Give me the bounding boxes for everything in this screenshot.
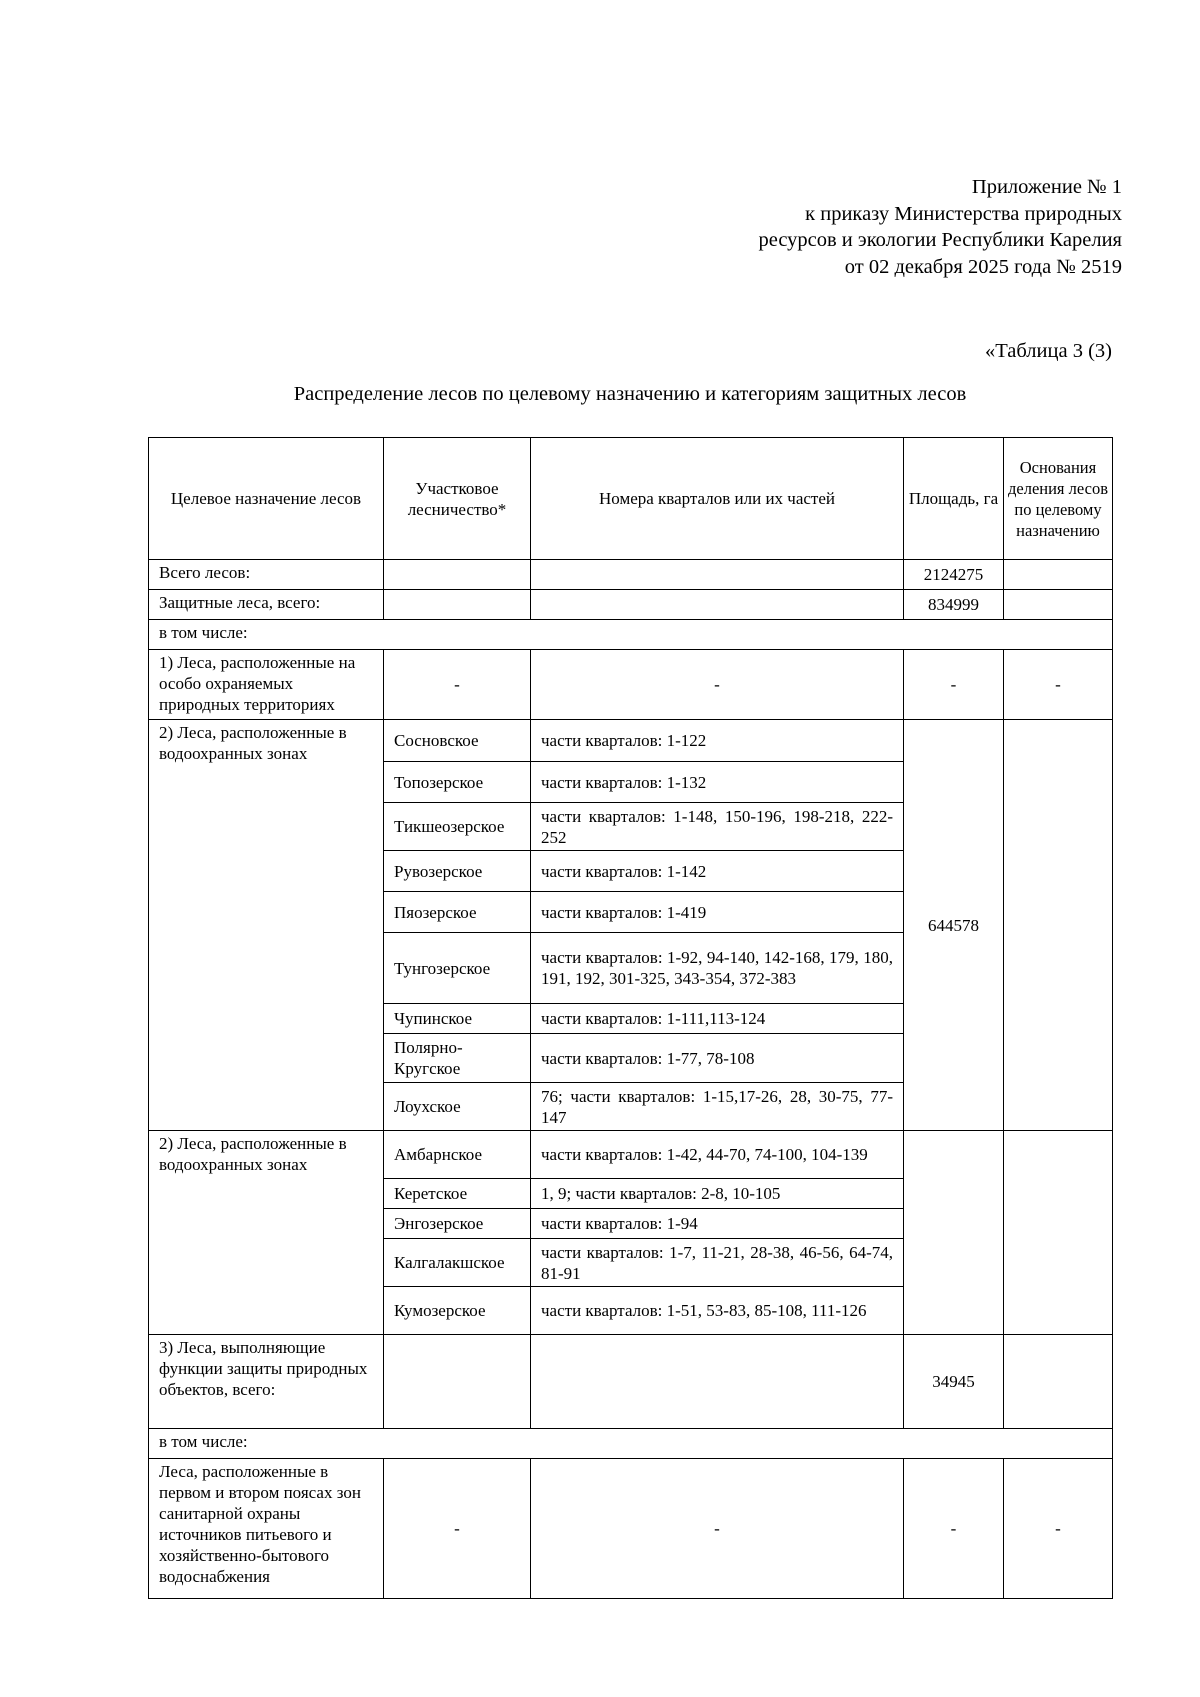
row-label: Защитные леса, всего: [149, 590, 384, 620]
table-row [149, 1429, 1113, 1459]
row-label: в том числе: [149, 1429, 1113, 1459]
header-basis: Основания деления лесов по целевому назначению [1004, 438, 1113, 560]
area-value: 644578 [904, 720, 1004, 1131]
table-row [149, 560, 1113, 590]
appendix-line-2: к приказу Министерства природных [805, 202, 1122, 225]
table-row [149, 590, 1113, 620]
quarters-cell: части кварталов: 1-7, 11-21, 28-38, 46-56, 64-74, 81-91 [531, 1239, 904, 1287]
quarters-cell: части кварталов: 1-122 [531, 720, 904, 762]
area-value: 834999 [904, 590, 1004, 620]
header-forestry: Участковое лесничество* [384, 438, 531, 560]
appendix-line-1: Приложение № 1 [971, 176, 1122, 198]
area-value [904, 1131, 1004, 1335]
forestry-cell: Топозерское [384, 762, 531, 803]
header-quarters: Номера кварталов или их частей [531, 438, 904, 560]
row-label: 2) Леса, расположенные в водоохранных зонах [149, 720, 384, 1131]
forestry-cell: - [384, 1459, 531, 1599]
basis-cell [1004, 1131, 1113, 1335]
document-title: Распределение лесов по целевому назначению и категориям защитных лесов [293, 383, 967, 405]
forestry-cell: Тикшеозерское [384, 803, 531, 851]
header-purpose: Целевое назначение лесов [149, 438, 384, 560]
row-label: Леса, расположенные в первом и втором поясах зон санитарной охраны источников питьевого и хозяйственно-бытового водоснабжения [149, 1459, 384, 1599]
forestry-cell: Тунгозерское [384, 933, 531, 1004]
row-label: в том числе: [149, 620, 1113, 650]
forestry-cell: Амбарнское [384, 1131, 531, 1179]
forestry-cell: Полярно-Кругское [384, 1034, 531, 1083]
forestry-cell: Чупинское [384, 1004, 531, 1034]
basis-cell [1004, 720, 1113, 1131]
forestry-cell: Кумозерское [384, 1287, 531, 1335]
basis-cell: - [1004, 650, 1113, 720]
basis-cell: - [1004, 1459, 1113, 1599]
area-value: - [904, 650, 1004, 720]
table-reference: «Таблица 3 (3) [985, 340, 1112, 362]
quarters-cell: 1, 9; части кварталов: 2-8, 10-105 [531, 1179, 904, 1209]
quarters-cell: части кварталов: 1-419 [531, 892, 904, 933]
area-value: 34945 [904, 1335, 1004, 1429]
quarters-cell: части кварталов: 1-42, 44-70, 74-100, 104-139 [531, 1131, 904, 1179]
quarters-cell: части кварталов: 1-51, 53-83, 85-108, 111-126 [531, 1287, 904, 1335]
table-row [149, 1131, 1113, 1179]
quarters-cell: части кварталов: 1-142 [531, 851, 904, 892]
forestry-cell: Энгозерское [384, 1209, 531, 1239]
row-label: 3) Леса, выполняющие функции защиты природных объектов, всего: [149, 1335, 384, 1429]
forestry-cell: Пяозерское [384, 892, 531, 933]
row-label: 2) Леса, расположенные в водоохранных зонах [149, 1131, 384, 1335]
table-row [149, 1459, 1113, 1599]
area-value: 2124275 [904, 560, 1004, 590]
quarters-cell: - [531, 650, 904, 720]
row-label: Всего лесов: [149, 560, 384, 590]
table-row [149, 620, 1113, 650]
forest-distribution-table [148, 437, 1113, 1599]
appendix-header [758, 174, 1122, 280]
forestry-cell: Сосновское [384, 720, 531, 762]
quarters-cell: части кварталов: 1-148, 150-196, 198-218, 222-252 [531, 803, 904, 851]
table-row [149, 1335, 1113, 1429]
quarters-cell: части кварталов: 1-92, 94-140, 142-168, 179, 180, 191, 192, 301-325, 343-354, 372-383 [531, 933, 904, 1004]
quarters-cell: части кварталов: 1-132 [531, 762, 904, 803]
area-value: - [904, 1459, 1004, 1599]
forestry-cell: Рувозерское [384, 851, 531, 892]
header-area: Площадь, га [904, 438, 1004, 560]
quarters-cell: части кварталов: 1-111,113-124 [531, 1004, 904, 1034]
quarters-cell: части кварталов: 1-94 [531, 1209, 904, 1239]
quarters-cell: части кварталов: 1-77, 78-108 [531, 1034, 904, 1083]
appendix-line-3: ресурсов и экологии Республики Карелия [758, 229, 1122, 251]
appendix-line-4: от 02 декабря 2025 года № 2519 [844, 255, 1122, 278]
forestry-cell: Керетское [384, 1179, 531, 1209]
forestry-cell: - [384, 650, 531, 720]
quarters-cell: 76; части кварталов: 1-15,17-26, 28, 30-75, 77-147 [531, 1083, 904, 1131]
row-label: 1) Леса, расположенные на особо охраняемых природных территориях [149, 650, 384, 720]
table-row [149, 650, 1113, 720]
quarters-cell: - [531, 1459, 904, 1599]
forestry-cell: Лоухское [384, 1083, 531, 1131]
forestry-cell: Калгалакшское [384, 1239, 531, 1287]
table-header-row [149, 438, 1113, 560]
table-row [149, 720, 1113, 762]
